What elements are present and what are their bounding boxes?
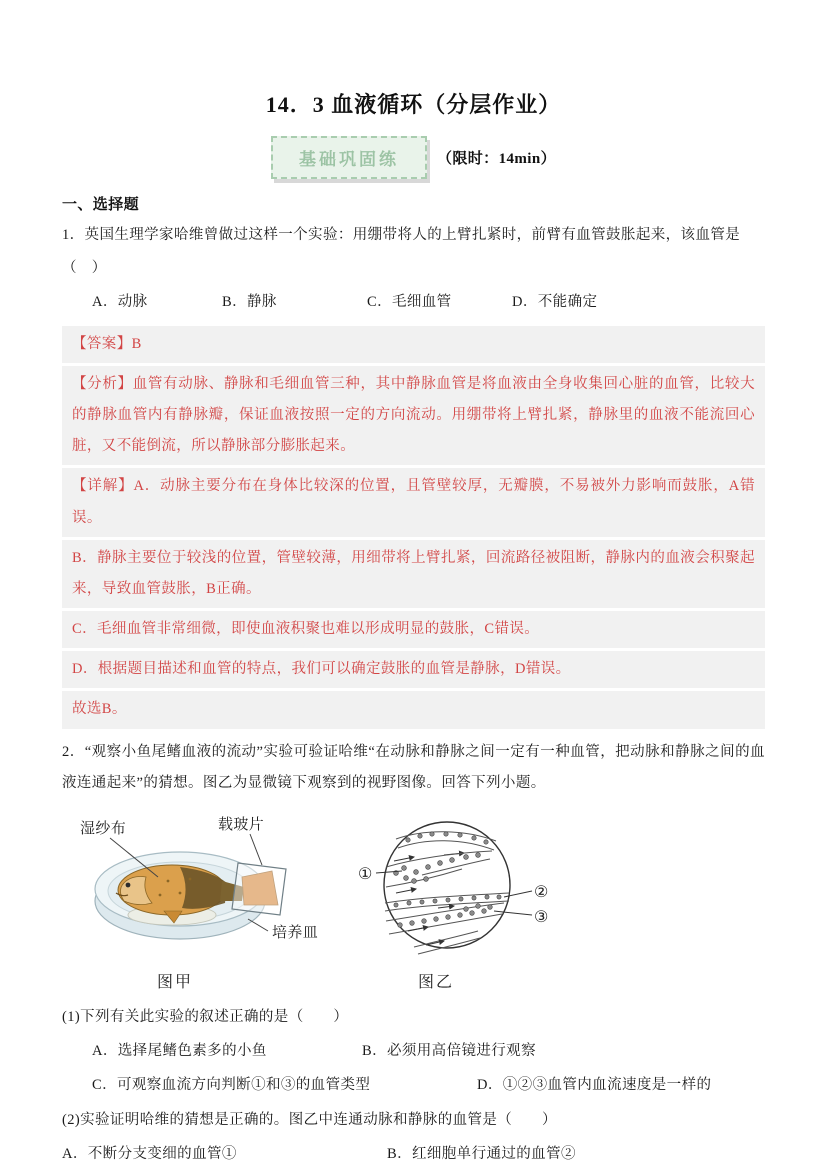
- answer-explanation-block: [62, 326, 765, 729]
- question-2-text: 2．“观察小鱼尾鳍血液的流动”实验可验证哈维“在动脉和静脉之间一定有一种血管，把动脉和静脉之间的血液连通起来”的猜想。图乙为显微镜下观察到的视野图像。回答下列小题。: [62, 743, 765, 791]
- question-1-options: [62, 286, 765, 319]
- q1-option-a: A．动脉: [92, 294, 148, 311]
- marker-1-label: ①: [358, 865, 373, 883]
- sub1-option-c: C．可观察血流方向判断①和③的血管类型: [92, 1077, 371, 1094]
- analysis-paragraph: 【分析】血管有动脉、静脉和毛细血管三种，其中静脉血管是将血液由全身收集回心脏的血管，比较大的静脉血管内有静脉瓣，保证血液按照一定的方向流动。用绷带将上臂扎紧，静脉里的血液不能流回心脏，又不能倒流，所以静脉部分膨胀起来。: [62, 366, 765, 466]
- label-wet-gauze: 湿纱布: [80, 820, 127, 837]
- sub-question-1-text: (1)下列有关此实验的叙述正确的是（ ）: [62, 1008, 349, 1025]
- sub-question-1-options-row2: [62, 1069, 765, 1102]
- fish-in-dish-illustration: [72, 815, 334, 967]
- figure-a-caption: 图甲: [156, 973, 193, 991]
- figure-b-microscope-view: [352, 815, 564, 992]
- figure-b-caption: 图乙: [417, 973, 454, 991]
- question-1-text: 1．英国生理学家哈维曾做过这样一个实验：用绷带将人的上臂扎紧时，前臂有血管鼓胀起来，该血管是: [62, 227, 741, 243]
- q1-option-d: D．不能确定: [512, 294, 598, 311]
- marker-3-label: ③: [534, 908, 549, 926]
- sub-question-2-options: [62, 1138, 765, 1171]
- answer-line: 【答案】B: [62, 326, 765, 363]
- detail-paragraph-c: C．毛细血管非常细微，即使血液积聚也难以形成明显的鼓胀，C错误。: [62, 611, 765, 648]
- sub1-option-b: B．必须用高倍镜进行观察: [362, 1043, 536, 1060]
- label-petri-dish: 培养皿: [272, 924, 319, 941]
- detail-paragraph-b: B．静脉主要位于较浅的位置，管壁较薄，用细带将上臂扎紧，回流路径被阻断，静脉内的血液会积聚起来，导致血管鼓胀，B正确。: [62, 540, 765, 608]
- section-heading: 一、选择题: [62, 197, 140, 213]
- microscope-field-illustration: [352, 815, 564, 967]
- sub-question-1-options-row1: [62, 1035, 765, 1068]
- label-glass-slide: 载玻片: [218, 816, 265, 833]
- q1-option-c: C．毛细血管: [367, 294, 452, 311]
- conclusion-line: 故选B。: [62, 691, 765, 728]
- detail-paragraph-a: 【详解】A．动脉主要分布在身体比较深的位置，且管壁较厚，无瓣膜，不易被外力影响而鼓胀，A错误。: [62, 468, 765, 536]
- figure-a-fish-dish: [72, 815, 334, 992]
- badge-row: [62, 135, 765, 179]
- page-title: 14．3 血液循环（分层作业）: [265, 92, 562, 117]
- detail-paragraph-d: D．根据题目描述和血管的特点，我们可以确定鼓胀的血管是静脉，D错误。: [62, 651, 765, 688]
- time-limit-label: （限时：14min）: [436, 150, 556, 167]
- q1-option-b: B．静脉: [222, 294, 277, 311]
- sub1-option-d: D．①②③血管内血流速度是一样的: [477, 1077, 712, 1094]
- sub2-option-a: A．不断分支变细的血管①: [62, 1145, 237, 1162]
- question-1-answer-bracket: （ ）: [62, 260, 107, 277]
- sub1-option-a: A．选择尾鳍色素多的小鱼: [92, 1043, 267, 1060]
- sub2-option-b: B．红细胞单行通过的血管②: [387, 1145, 576, 1162]
- section-badge: 基础巩固练: [271, 136, 427, 179]
- figure-row: [72, 815, 765, 992]
- sub-question-2-text: (2)实验证明哈维的猜想是正确的。图乙中连通动脉和静脉的血管是（ ）: [62, 1111, 557, 1128]
- marker-2-label: ②: [534, 883, 549, 901]
